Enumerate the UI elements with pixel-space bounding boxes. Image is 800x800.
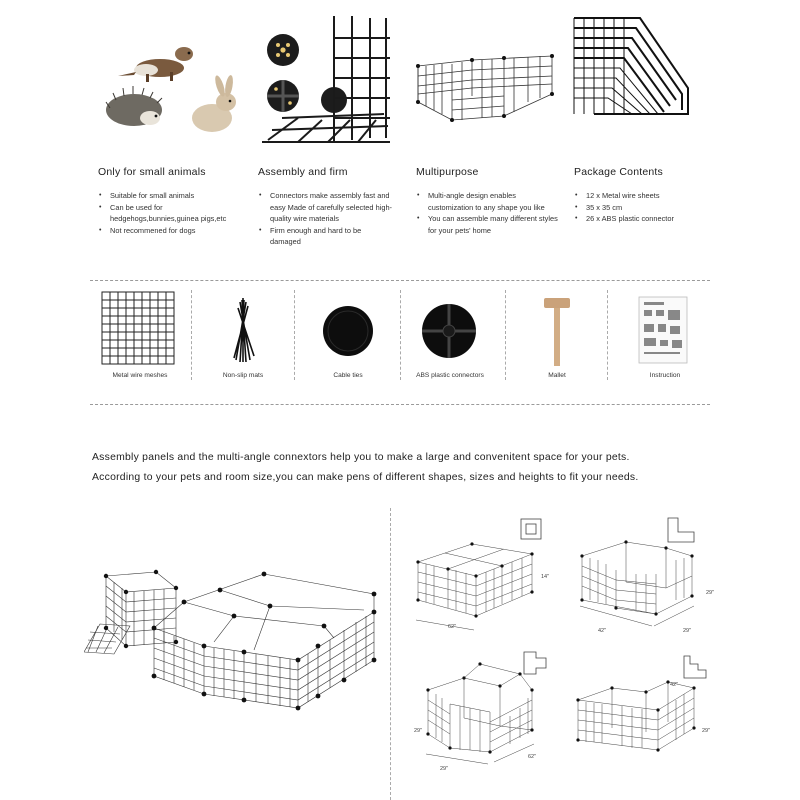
feature-bullet: • 26 x ABS plastic connector	[584, 213, 724, 225]
section-divider	[390, 508, 391, 800]
feature-bullet: • Not recommened for dogs	[108, 225, 248, 237]
mallet-icon	[542, 296, 572, 368]
dim-label: 29"	[706, 590, 715, 596]
package-item-caption: Cable ties	[333, 372, 363, 379]
dim-label: 42"	[670, 682, 679, 688]
large-pen-illustration	[84, 562, 386, 754]
feature-bullet: • Connectors make assembly fast and easy Made of carefully selected high-quality wire materials	[268, 190, 398, 225]
feature-bullet: • 35 x 35 cm	[584, 202, 724, 214]
package-item-caption: Non-slip mats	[222, 372, 264, 379]
cable-bundle-icon	[228, 298, 262, 364]
wire-mesh-icon	[100, 290, 176, 366]
feature-title: Assembly and firm	[258, 166, 348, 178]
feature-bullet: • Multi-angle design enables customization to any shape you like	[426, 190, 556, 213]
item-divider	[607, 290, 608, 380]
dim-label: 62"	[528, 754, 537, 760]
small-animals-photo	[100, 34, 250, 138]
dim-label: 42"	[598, 628, 607, 634]
connector-icon	[420, 302, 478, 360]
package-item-caption: ABS plastic connectors	[416, 372, 484, 379]
feature-title: Package Contents	[574, 166, 664, 178]
package-item-caption: Mallet	[548, 372, 566, 379]
dim-label: 29"	[683, 628, 692, 634]
feature-bullet: • Suitable for small animals	[108, 190, 248, 202]
feature-title: Multipurpose	[416, 166, 479, 178]
package-item-caption: Instruction	[649, 372, 681, 379]
dim-label: 29"	[414, 728, 423, 734]
dim-label: 29"	[440, 766, 449, 772]
package-top-divider	[90, 280, 710, 281]
dim-label: 62"	[448, 624, 457, 630]
feature-bullet: • You can assemble many different styles for your pets' home	[426, 213, 568, 236]
feature-small-animals	[98, 166, 248, 236]
feature-assembly	[258, 166, 408, 248]
intro-line-2: According to your pets and room size,you can make pens of different shapes, sizes and heights to fit your needs.	[92, 472, 639, 483]
connector-grid-photo	[258, 14, 398, 156]
instruction-sheet-icon	[638, 296, 688, 364]
feature-bullet: • 12 x Metal wire sheets	[584, 190, 724, 202]
stacked-panels-photo	[570, 14, 700, 124]
step-shape-pen-diagram	[572, 676, 698, 768]
intro-line-1: Assembly panels and the multi-angle connextors help you to make a large and convenitent space for your pets.	[92, 452, 630, 463]
feature-title: Only for small animals	[98, 166, 206, 178]
feature-multipurpose	[416, 166, 566, 236]
feature-package-contents	[574, 166, 724, 225]
package-item-caption: Metal wire meshes	[112, 372, 168, 379]
feature-bullet: • Can be used for hedgehogs,bunnies,guinea pigs,etc	[108, 202, 228, 225]
package-bottom-divider	[90, 404, 710, 405]
plus-shape-pen-diagram	[420, 660, 538, 768]
item-divider	[505, 290, 506, 380]
dim-label: 14"	[541, 574, 550, 580]
dim-label: 29"	[702, 728, 711, 734]
feature-bullet: • Firm enough and hard to be damaged	[268, 225, 388, 248]
item-divider	[294, 290, 295, 380]
l-shape-pen-diagram	[576, 534, 696, 640]
cable-tie-icon	[321, 304, 375, 358]
multipurpose-pen-photo	[412, 46, 558, 142]
square-pen-diagram	[412, 534, 534, 634]
item-divider	[400, 290, 401, 380]
item-divider	[191, 290, 192, 380]
